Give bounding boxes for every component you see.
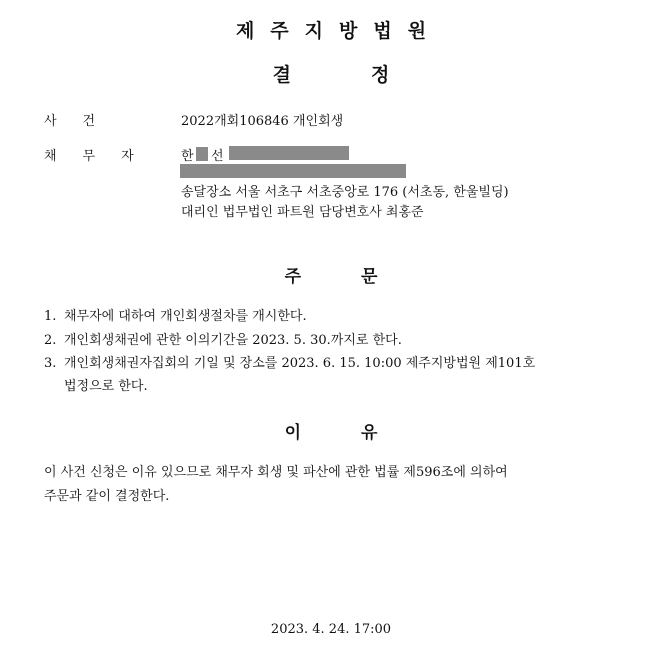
legal-agent: 대리인 법무법인 파트원 담당변호사 최홍준 (181, 205, 424, 220)
debtor-label: 채무자 (44, 149, 160, 164)
reason-text-line: 주문과 같이 결정한다. (44, 489, 170, 504)
redaction-block (180, 164, 406, 178)
order-number: 1. (44, 309, 57, 324)
case-label: 사건 (44, 114, 122, 129)
reason-text-line: 이 사건 신청은 이유 있으므로 채무자 회생 및 파산에 관한 법률 제596조에 의하여 (44, 465, 508, 480)
order-text: 채무자에 대하여 개인회생절차를 개시한다. (64, 309, 307, 324)
court-name: 제주지방법원 (235, 20, 443, 42)
order-heading: 주문 (284, 267, 438, 287)
case-number: 2022개회106846 개인회생 (181, 114, 344, 129)
delivery-address: 송달장소 서울 서초구 서초중앙로 176 (서초동, 한울빌딩) (181, 185, 509, 200)
order-number: 3. (44, 356, 57, 371)
order-item (44, 305, 307, 324)
order-text: 개인회생채권에 관한 이의기간을 2023. 5. 30.까지로 한다. (64, 333, 402, 348)
debtor-name-first: 한 (181, 149, 194, 164)
order-item (44, 352, 535, 371)
order-text: 개인회생채권자집회의 기일 및 장소를 2023. 6. 15. 10:00 제주지방법원 제101호 (64, 356, 536, 371)
redaction-block (229, 146, 349, 160)
order-text-continued: 법정으로 한다. (64, 379, 148, 394)
document-type: 결정 (272, 64, 470, 86)
debtor-name-second: 선 (211, 149, 224, 164)
redaction-block (196, 147, 208, 161)
order-number: 2. (44, 333, 57, 348)
order-item (44, 329, 402, 348)
decision-date: 2023. 4. 24. 17:00 (270, 622, 392, 637)
reason-heading: 이유 (284, 423, 438, 443)
